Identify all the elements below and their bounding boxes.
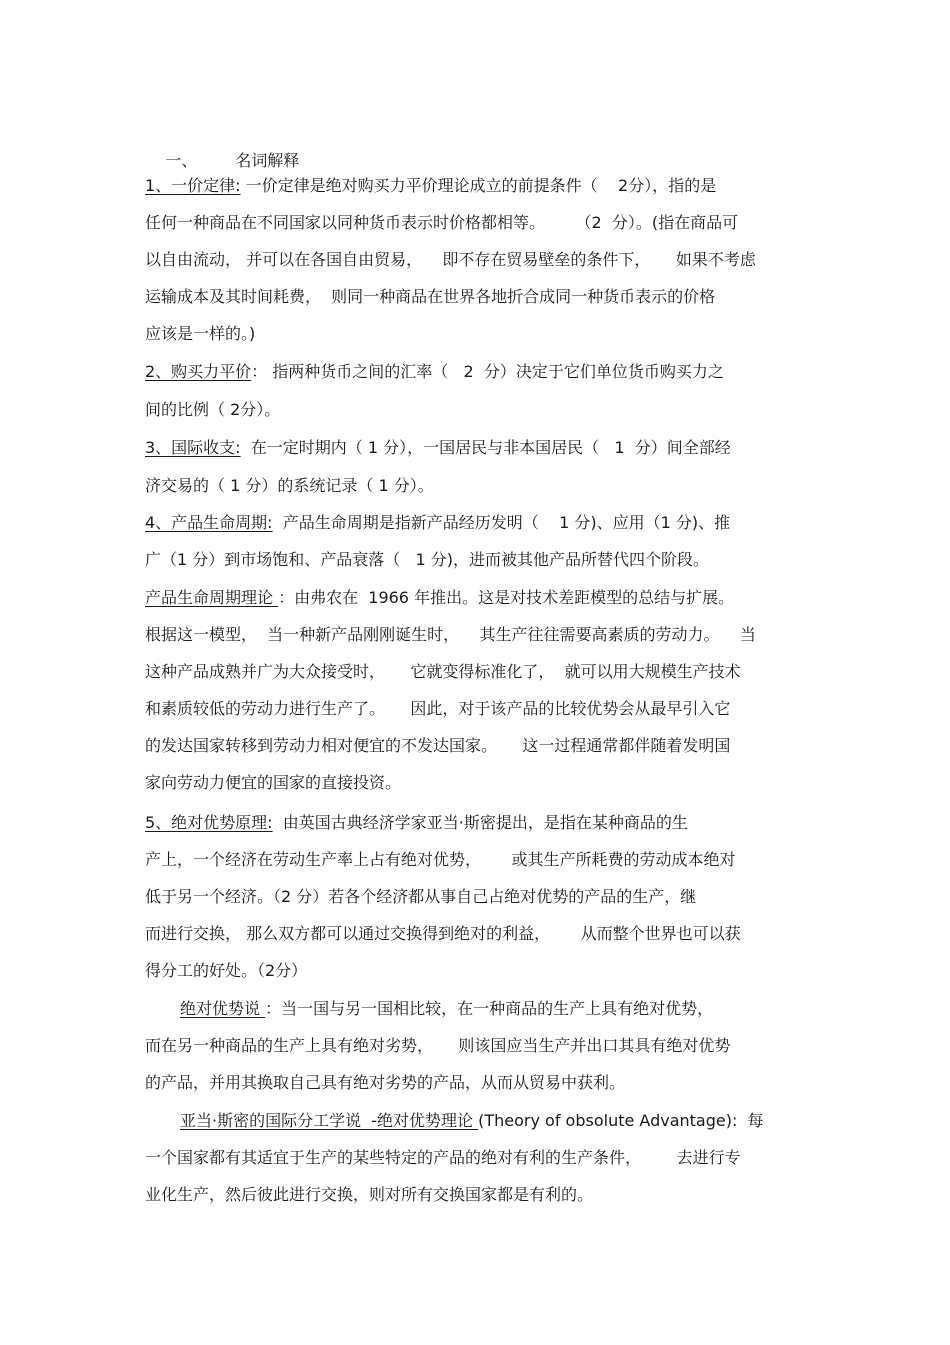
smith-line-2: 一个国家都有其适宜于生产的某些特定的产品的绝对有利的生产条件， 去进行专: [145, 1148, 741, 1167]
item-2-line-1: 2、购买力平价： 指两种货币之间的汇率（ 2 分）决定于它们单位货币购买力之: [145, 362, 724, 381]
item-4-term: 4、产品生命周期:: [145, 513, 273, 532]
item-4-line-2: 广（1 分）到市场饱和、产品衰落（ 1 分)，进而被其他产品所替代四个阶段。: [145, 550, 710, 569]
theory-line-1: 产品生命周期理论 ：由弗农在 1966 年推出。这是对技术差距模型的总结与扩展。: [145, 588, 735, 607]
item-5-line-2: 产上，一个经济在劳动生产率上占有绝对优势， 或其生产所耗费的劳动成本绝对: [145, 850, 736, 869]
theory-line-6: 家向劳动力便宜的国家的直接投资。: [145, 773, 402, 792]
shuo-line-3: 的产品，并用其换取自己具有绝对劣势的产品，从而从贸易中获利。: [145, 1073, 626, 1092]
smith-term: 亚当·斯密的国际分工学说 -绝对优势理论: [180, 1111, 479, 1130]
item-3-line-2: 济交易的（ 1 分）的系统记录（ 1 分）。: [145, 476, 434, 495]
section-number: 一、: [165, 151, 198, 170]
theory-line-2: 根据这一模型， 当一种新产品刚刚诞生时， 其生产往往需要高素质的劳动力。 当: [145, 625, 756, 644]
shuo-term: 绝对优势说: [180, 999, 266, 1018]
theory-line-3: 这种产品成熟并广为大众接受时， 它就变得标准化了， 就可以用大规模生产技术: [145, 662, 741, 681]
item-5-term: 5、绝对优势原理:: [145, 813, 273, 832]
section-heading: [145, 131, 300, 170]
item-2-line-2: 间的比例（ 2分）。: [145, 400, 281, 419]
item-5-line-5: 得分工的好处。（2分）: [145, 961, 308, 980]
item-1-term: 1、一价定律:: [145, 176, 241, 195]
theory-term: 产品生命周期理论: [145, 588, 279, 607]
item-3-term: 3、国际收支:: [145, 438, 241, 457]
item-2-term: 2、购买力平价: [145, 362, 252, 381]
item-1-line-1: 1、一价定律: 一价定律是绝对购买力平价理论成立的前提条件（ 2分），指的是: [145, 176, 717, 195]
item-5-line-3: 低于另一个经济。（2 分）若各个经济都从事自己占绝对优势的产品的生产，继: [145, 887, 697, 906]
shuo-line-2: 而在另一种商品的生产上具有绝对劣势， 则该国应当生产并出口其具有绝对优势: [145, 1036, 731, 1055]
item-5-line-4: 而进行交换， 那么双方都可以通过交换得到绝对的利益， 从而整个世界也可以获: [145, 924, 741, 943]
item-4-line-1: 4、产品生命周期: 产品生命周期是指新产品经历发明（ 1 分)、应用（1 分)、推: [145, 513, 731, 532]
item-5-line-1: 5、绝对优势原理: 由英国古典经济学家亚当·斯密提出，是指在某种商品的生: [145, 813, 688, 832]
item-1-line-5: 应该是一样的。): [145, 324, 256, 343]
smith-line-1: 亚当·斯密的国际分工学说 -绝对优势理论 (Theory of obsolute Advantage): 每: [180, 1111, 764, 1130]
section-title: 名词解释: [235, 151, 300, 170]
item-1-line-4: 运输成本及其时间耗费， 则同一种商品在世界各地折合成同一种货币表示的价格: [145, 287, 716, 306]
theory-line-5: 的发达国家转移到劳动力相对便宜的不发达国家。 这一过程通常都伴随着发明国: [145, 736, 731, 755]
shuo-line-1: 绝对优势说 ：当一国与另一国相比较，在一种商品的生产上具有绝对优势，: [180, 999, 714, 1018]
smith-line-3: 业化生产，然后彼此进行交换，则对所有交换国家都是有利的。: [145, 1185, 594, 1204]
item-1-line-2: 任何一种商品在不同国家以同种货币表示时价格都相等。 （2 分）。(指在商品可: [145, 213, 739, 232]
item-3-line-1: 3、国际收支: 在一定时期内（ 1 分），一国居民与非本国居民（ 1 分）间全部经: [145, 438, 731, 457]
theory-line-4: 和素质较低的劳动力进行生产了。 因此，对于该产品的比较优势会从最早引入它: [145, 699, 731, 718]
item-1-line-3: 以自由流动， 并可以在各国自由贸易， 即不存在贸易壁垒的条件下， 如果不考虑: [145, 250, 756, 269]
